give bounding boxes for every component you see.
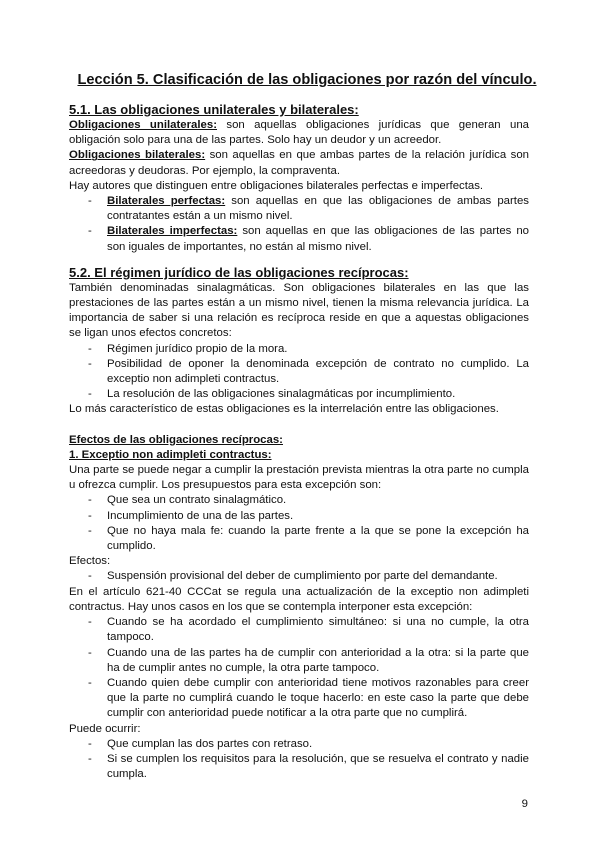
list-item: - La resolución de las obligaciones sinalagmáticas por incumplimiento.	[107, 387, 529, 402]
list-item: - Cuando quien debe cumplir con anterioridad tiene motivos razonables para creer que la parte no cumplirá cuando le toque hacerlo: en este caso la parte que debe cumplir con anterioridad puede notificar a la otra parte que no cumplirá.	[107, 676, 529, 722]
bilateral-definition	[69, 148, 529, 178]
bilateral-intro: Hay autores que distinguen entre obligaciones bilaterales perfectas e imperfectas.	[69, 179, 484, 192]
lesson-title: Lección 5. Clasificación de las obligaciones por razón del vínculo.	[77, 72, 537, 88]
list-item: - Que cumplan las dos partes con retraso.	[107, 737, 529, 752]
list-item: - Cuando se ha acordado el cumplimiento simultáneo: si una no cumple, la otra tampoco.	[107, 615, 529, 645]
list-item: - Régimen jurídico propio de la mora.	[107, 342, 529, 357]
section-2-paragraph: También denominadas sinalagmáticas. Son obligaciones bilaterales en las que las prestaciones de las partes están a un mismo nivel, tienen la misma relevancia jurídica. La importancia de saber si una relación es recíproca reside en que a aquestas obligaciones se ligan unos efectos concretos:	[69, 281, 529, 340]
unilateral-definition	[69, 118, 529, 148]
section-3-heading: Efectos de las obligaciones recíprocas:	[69, 433, 283, 446]
unilateral-text: son aquellas obligaciones jurídicas que generan una obligación solo para una de las partes. Solo hay un deudor y un acreedor.	[69, 119, 529, 147]
list-item: - Posibilidad de oponer la denominada excepción de contrato no cumplido. La exceptio non adimpleti contractus.	[107, 357, 529, 387]
bilateral-term: Obligaciones bilaterales:	[69, 149, 206, 162]
document-body	[69, 101, 529, 782]
efectos-label: Efectos:	[69, 555, 111, 568]
section-3-subheading: 1. Exceptio non adimpleti contractus:	[69, 448, 272, 461]
efectos-list	[69, 569, 529, 584]
cases-list	[69, 615, 529, 721]
list-item: - Que sea un contrato sinalagmático.	[107, 493, 529, 508]
section-2-closing: Lo más característico de estas obligaciones es la interrelación entre las obligaciones.	[69, 403, 499, 416]
puede-label: Puede ocurrir:	[69, 722, 141, 735]
list-item: - Si se cumplen los requisitos para la resolución, que se resuelva el contrato y nadie cumpla.	[107, 752, 529, 782]
list-item: - Que no haya mala fe: cuando la parte frente a la que se pone la excepción ha cumplido.	[107, 524, 529, 554]
list-item: - Suspensión provisional del deber de cumplimiento por parte del demandante.	[107, 569, 529, 584]
page-number: 9	[521, 798, 528, 810]
list-item-text: son aquellas en que las obligaciones de las partes no son iguales de importantes, no están al mismo nivel.	[107, 225, 529, 253]
effects-list	[69, 342, 529, 403]
bilateral-types-list	[69, 194, 529, 255]
list-item-term: Bilaterales imperfectas:	[107, 225, 238, 238]
list-item-term: Bilaterales perfectas:	[107, 195, 226, 208]
list-item	[107, 194, 529, 224]
list-item: - Incumplimiento de una de las partes.	[107, 509, 529, 524]
spacer	[69, 418, 529, 433]
bilateral-text: son aquellas en que ambas partes de la relación jurídica son acreedoras y deudoras. Por ejemplo, la compraventa.	[69, 149, 530, 177]
section-1-heading: 5.1. Las obligaciones unilaterales y bilaterales:	[69, 102, 359, 117]
list-item-text: son aquellas en que las obligaciones de ambas partes contratantes están a un mismo nivel.	[107, 195, 529, 223]
list-item: - Cuando una de las partes ha de cumplir con anterioridad a la otra: si la parte que ha de cumplir antes no cumple, la otra parte tampoco.	[107, 646, 529, 676]
puede-list	[69, 737, 529, 783]
exceptio-paragraph: Una parte se puede negar a cumplir la prestación prevista mientras la otra parte no cumpla u ofrezca cumplir. Los presupuestos para esta excepción son:	[69, 464, 529, 492]
list-item	[107, 224, 529, 254]
unilateral-term: Obligaciones unilaterales:	[69, 119, 218, 131]
requirements-list	[69, 493, 529, 554]
section-2-heading: 5.2. El régimen jurídico de las obligaciones recíprocas:	[69, 264, 409, 280]
article-paragraph: En el artículo 621-40 CCCat se regula una actualización de la exceptio non adimpleti contractus. Hay unos casos en los que se contempla interponer esta excepción:	[69, 585, 529, 613]
